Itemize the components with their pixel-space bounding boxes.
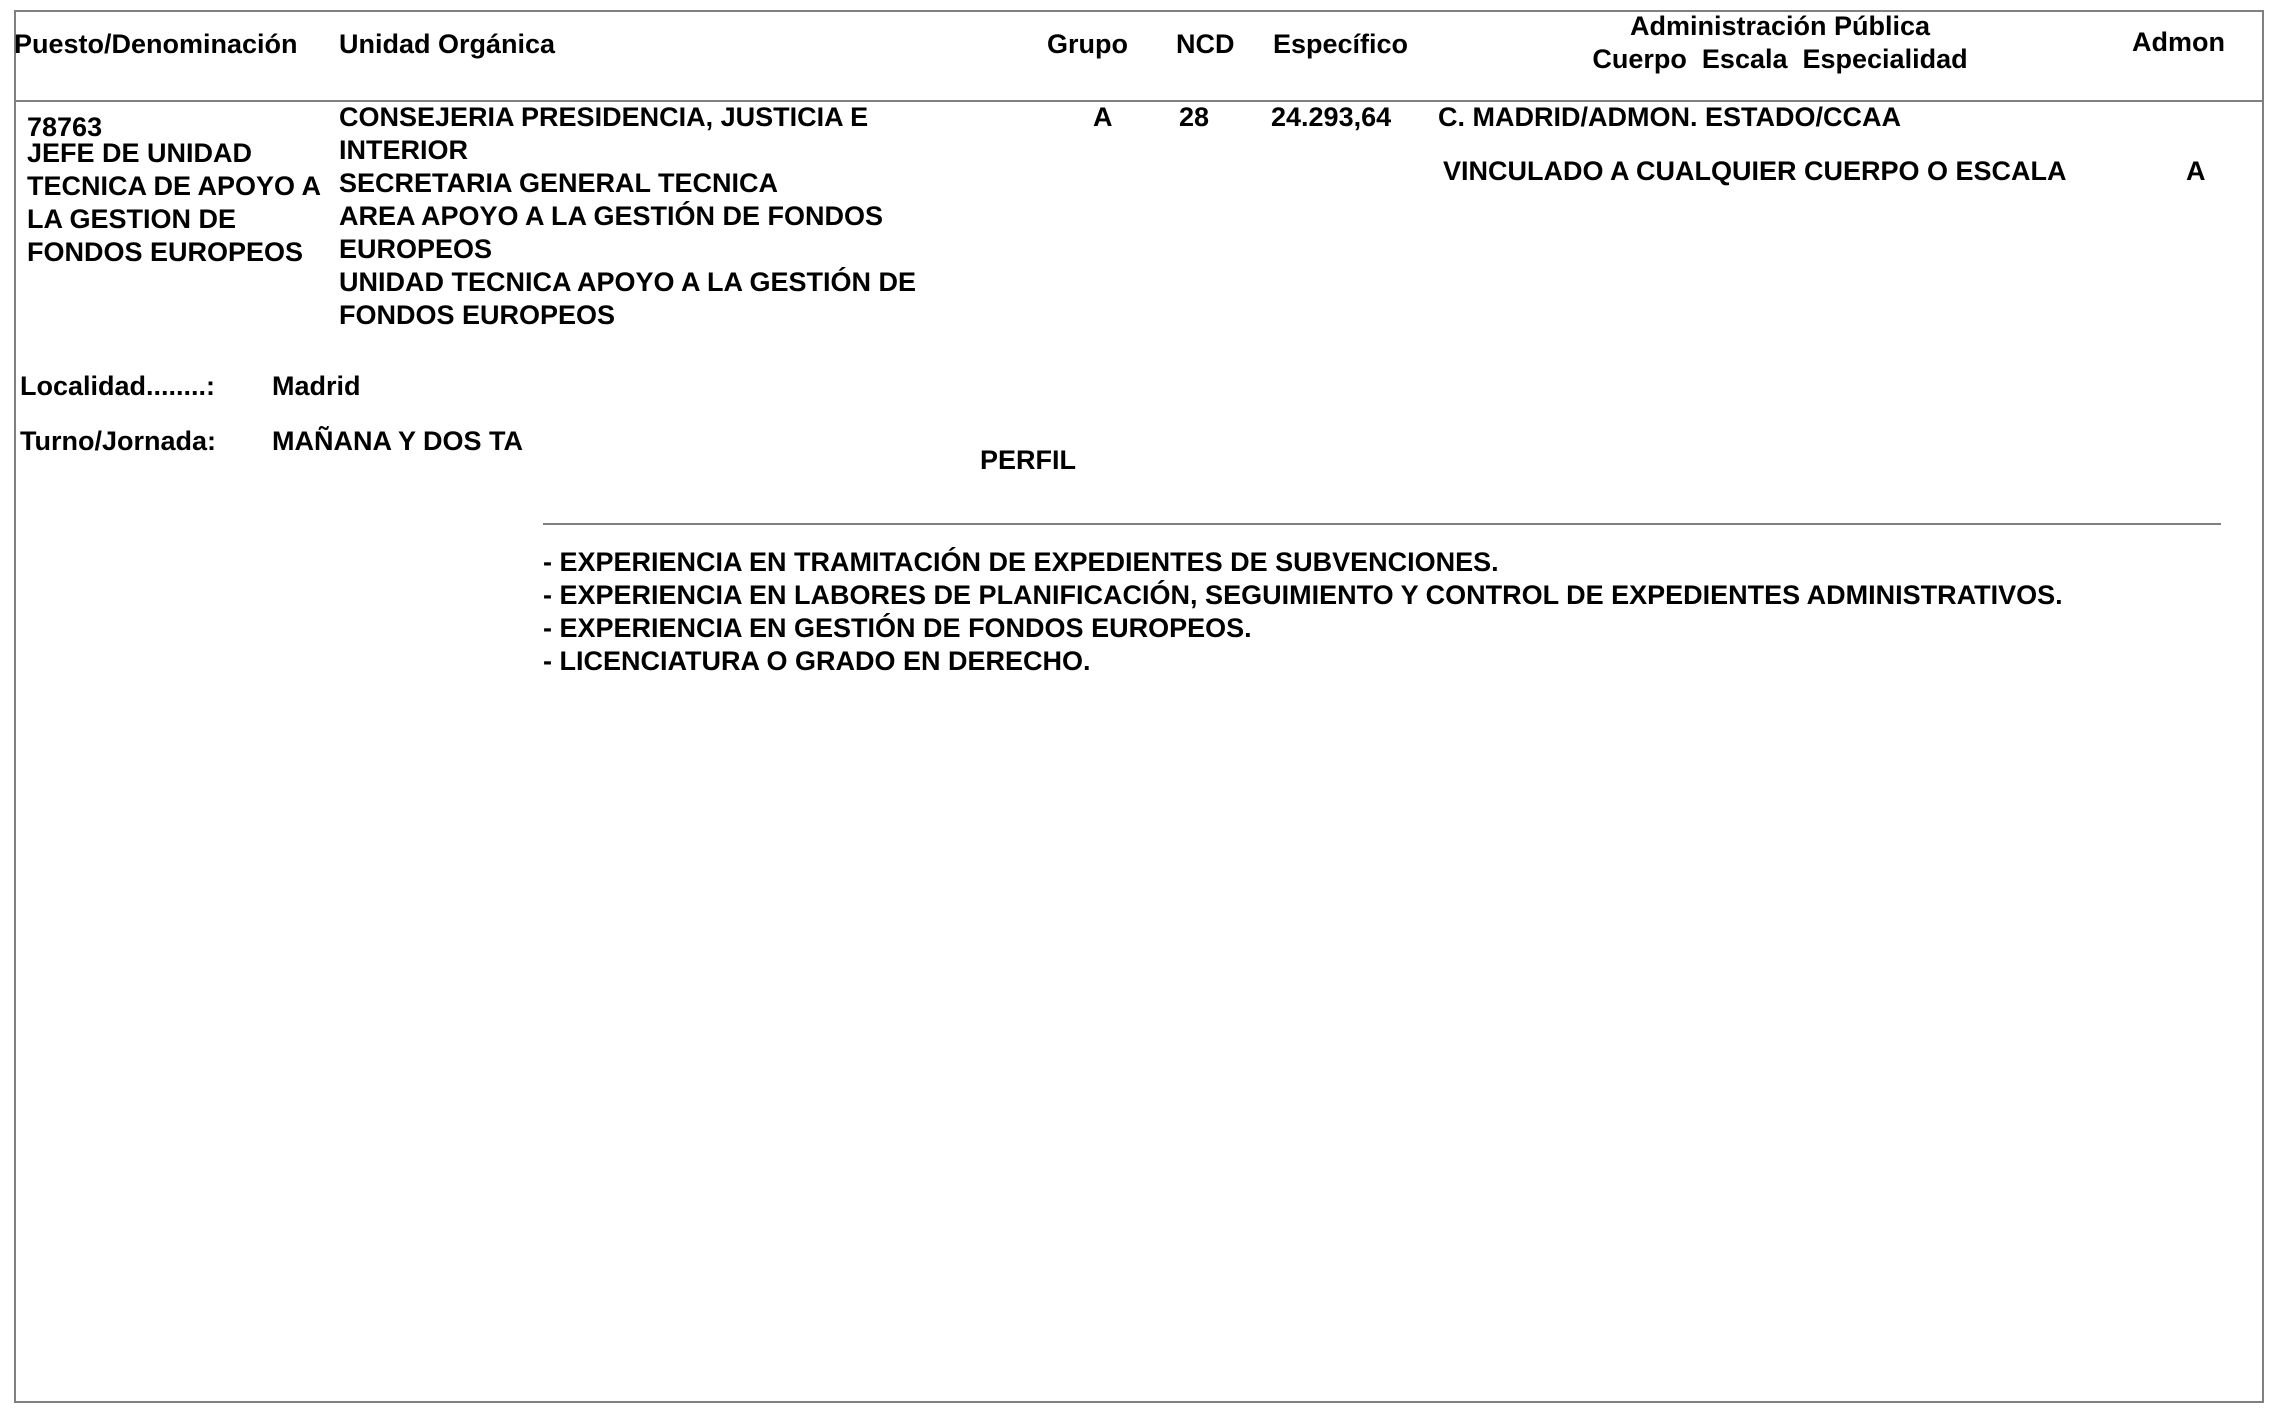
perfil-item-3: - EXPERIENCIA EN GESTIÓN DE FONDOS EUROPEOS. — [543, 613, 1252, 643]
header-ncd: NCD — [1176, 29, 1235, 59]
unidad-line-4: AREA APOYO A LA GESTIÓN DE FONDOS — [339, 201, 884, 231]
unidad-line-1: CONSEJERIA PRESIDENCIA, JUSTICIA E — [339, 102, 869, 132]
perfil-divider — [543, 523, 2221, 525]
administracion-value: C. MADRID/ADMON. ESTADO/CCAA — [1438, 102, 1901, 132]
turno-label: Turno/Jornada: — [20, 426, 217, 456]
perfil-item-2: - EXPERIENCIA EN LABORES DE PLANIFICACIÓN, SEGUIMIENTO Y CONTROL DE EXPEDIENTES ADMINISTRATIVOS. — [543, 580, 2063, 610]
puesto-line-2: TECNICA DE APOYO A — [27, 171, 322, 201]
puesto-line-4: FONDOS EUROPEOS — [27, 237, 304, 267]
header-puesto: Puesto/Denominación — [14, 29, 298, 59]
perfil-title: PERFIL — [980, 445, 1077, 475]
ncd-value: 28 — [1179, 102, 1210, 132]
header-unidad: Unidad Orgánica — [339, 29, 556, 59]
especifico-value: 24.293,64 — [1271, 102, 1392, 132]
localidad-value: Madrid — [272, 371, 361, 401]
unidad-line-2: INTERIOR — [339, 135, 469, 165]
admon-value: A — [2186, 156, 2206, 186]
puesto-codigo: 78763 — [27, 112, 103, 142]
grupo-value: A — [1093, 102, 1113, 132]
header-especifico: Específico — [1273, 29, 1409, 59]
perfil-item-1: - EXPERIENCIA EN TRAMITACIÓN DE EXPEDIENTES DE SUBVENCIONES. — [543, 547, 1499, 577]
header-grupo: Grupo — [1047, 29, 1128, 59]
puesto-line-1: JEFE DE UNIDAD — [27, 138, 253, 168]
perfil-item-4: - LICENCIATURA O GRADO EN DERECHO. — [543, 646, 1091, 676]
cuerpo-value: VINCULADO A CUALQUIER CUERPO O ESCALA — [1443, 156, 2067, 186]
header-administracion: Administración Pública — [1629, 11, 1931, 41]
unidad-line-6: UNIDAD TECNICA APOYO A LA GESTIÓN DE — [339, 267, 917, 297]
unidad-line-3: SECRETARIA GENERAL TECNICA — [339, 168, 779, 198]
header-admon: Admon — [2132, 27, 2225, 57]
turno-value: MAÑANA Y DOS TA — [272, 426, 524, 456]
localidad-label: Localidad........: — [20, 371, 216, 401]
unidad-line-7: FONDOS EUROPEOS — [339, 300, 616, 330]
puesto-line-3: LA GESTION DE — [27, 204, 237, 234]
unidad-line-5: EUROPEOS — [339, 234, 493, 264]
header-cuerpo-escala: Cuerpo Escala Especialidad — [1592, 44, 1968, 74]
